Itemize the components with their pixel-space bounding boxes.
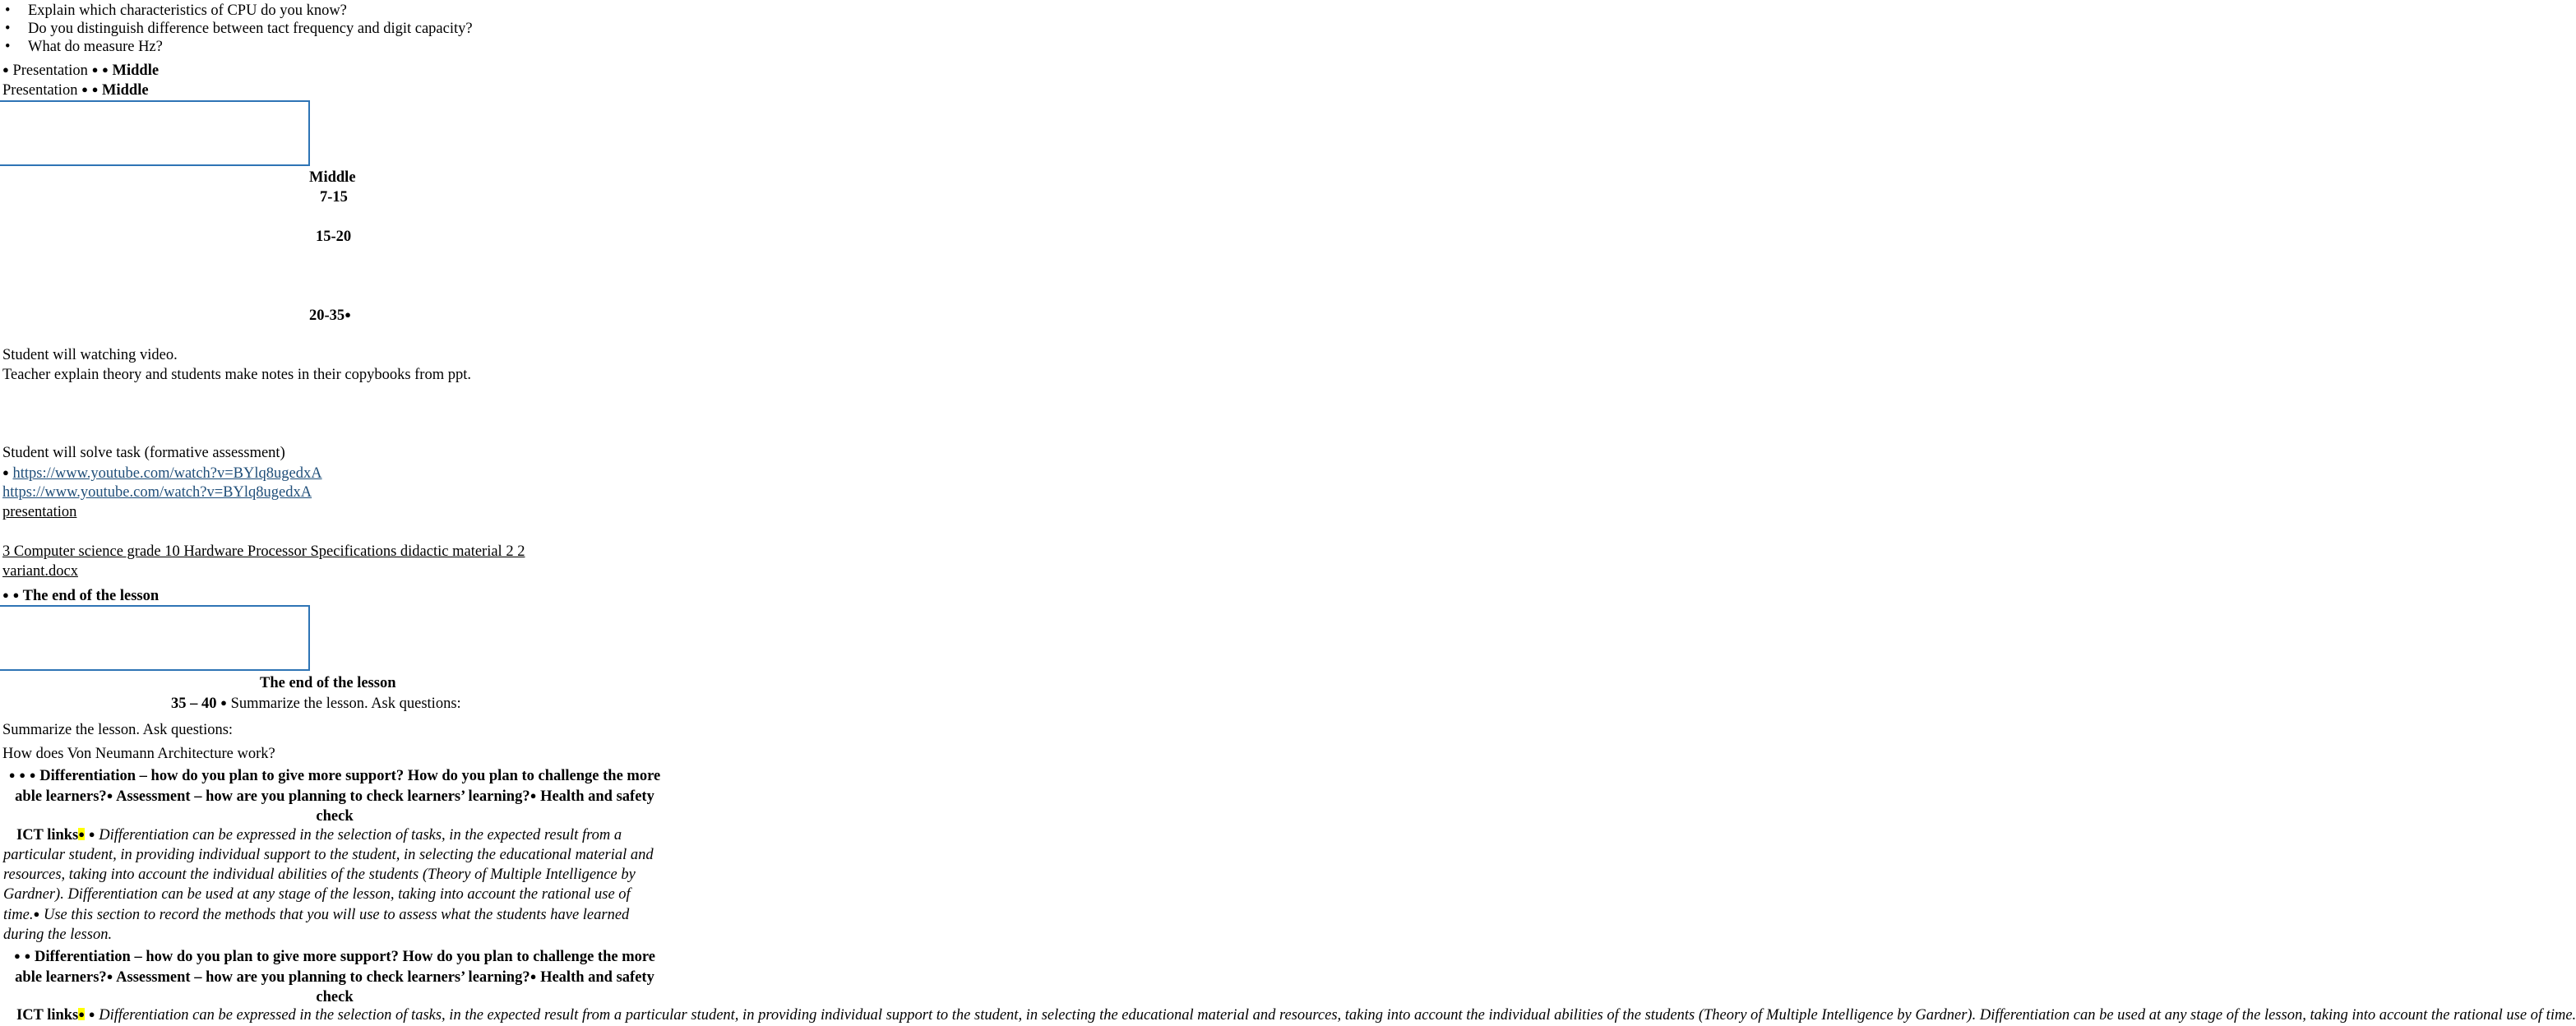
- bullet-icon: ●: [2, 63, 9, 76]
- bullet-icon: ●: [29, 769, 36, 781]
- bullet-icon: ●: [102, 63, 109, 76]
- activity-text: Teacher explain theory and students make notes in their copybooks from ppt.: [2, 367, 471, 383]
- stage-label-row: ● Presentation ● ● Middle: [2, 62, 160, 79]
- bullet-icon: ●: [91, 83, 99, 95]
- bullet-icon: ●: [19, 769, 26, 781]
- bullet-icon: ●: [106, 970, 113, 982]
- bullet-icon: •: [5, 21, 11, 37]
- bullet-icon: ●: [220, 696, 227, 709]
- stage-label-row: ● ● The end of the lesson: [2, 588, 160, 604]
- bullet-icon: ●: [2, 589, 9, 601]
- bullet-icon: ●: [530, 789, 537, 802]
- video-link[interactable]: https://www.youtube.com/watch?v=BYlq8ugedxA: [12, 465, 322, 482]
- question-item: • Do you distinguish difference between tact frequency and digit capacity?: [5, 21, 473, 37]
- footer-paragraph: ICT links● ● Differentiation can be expressed in the selection of tasks, in the expected result from a particular student, in providing individual support to the student, in selecting the educational material and resources, taking into account the individual abilities of the students (Theory of Multiple Intelligence by Gardner). Differentiation can be used at any stage of the lesson, taking into account the rational use of time.● Use this section to record the methods that you will use to assess what the students have learned during the lesson.: [3, 827, 654, 943]
- didactic-material-link[interactable]: variant.docx: [2, 563, 78, 580]
- text-frame-box: [0, 605, 310, 671]
- footer-headings: ● ● ● Differentiation – how do you plan to give more support? How do you plan to challenge the more able learners?● Assessment – how are you planning to check learners’ learning?● Health and safety check: [8, 768, 661, 825]
- bullet-icon: ●: [24, 950, 31, 962]
- bullet-icon: ●: [78, 828, 86, 840]
- bullet-icon: ●: [78, 1008, 86, 1020]
- bullet-icon: ●: [81, 83, 88, 95]
- stage-label-row: Presentation ● ● Middle: [2, 82, 149, 99]
- bullet-icon: ●: [106, 789, 113, 802]
- activity-text: Student will watching video.: [2, 347, 178, 363]
- bullet-icon: ●: [530, 970, 537, 982]
- presentation-link[interactable]: presentation: [2, 504, 77, 520]
- time-range: 15-20: [316, 229, 352, 245]
- activity-text: Student will solve task (formative assessment): [2, 445, 285, 461]
- bullet-icon: •: [5, 39, 11, 55]
- stage-title-middle: Middle: [309, 169, 356, 186]
- didactic-material-link[interactable]: 3 Computer science grade 10 Hardware Processor Specifications didactic material 2 2: [2, 543, 525, 560]
- bullet-icon: ●: [345, 308, 352, 321]
- resource-row: [2, 464, 322, 483]
- time-range-row: 35 – 40 ● Summarize the lesson. Ask questions:: [171, 696, 461, 712]
- bullet-icon: ●: [91, 63, 99, 76]
- bullet-icon: ●: [88, 828, 95, 840]
- text-frame-box: [0, 100, 310, 166]
- question-item: • What do measure Hz?: [5, 39, 163, 55]
- time-range: 7-15: [320, 189, 348, 206]
- bullet-icon: ●: [12, 589, 20, 601]
- time-range: 20-35●: [309, 307, 352, 324]
- footer-headings: ● ● Differentiation – how do you plan to give more support? How do you plan to challenge the more able learners?● Assessment – how are you planning to check learners’ learning?● Health and safety check: [14, 949, 655, 1005]
- activity-text: Summarize the lesson. Ask questions:: [2, 722, 234, 738]
- bullet-icon: •: [5, 2, 11, 19]
- footer-paragraph: ICT links● ● Differentiation can be expressed in the selection of tasks, in the expected result from a particular student, in providing individual support to the student, in selecting the educational material and resources, taking into account the individual abilities of the students (Theory of Multiple Intelligence by Gardner). Differentiation can be used at any stage of the lesson, taking into account the rational use of time.: [16, 1007, 2576, 1024]
- bullet-icon: ●: [33, 908, 40, 920]
- bullet-icon: ●: [2, 466, 9, 478]
- stage-title-end: The end of the lesson: [260, 675, 396, 691]
- bullet-icon: ●: [88, 1008, 95, 1020]
- bullet-icon: ●: [8, 769, 16, 781]
- activity-text: How does Von Neumann Architecture work?: [2, 746, 275, 762]
- question-item: • Explain which characteristics of CPU do you know?: [5, 2, 347, 19]
- video-link[interactable]: https://www.youtube.com/watch?v=BYlq8ugedxA: [2, 484, 312, 501]
- resource-row: [2, 483, 312, 501]
- bullet-icon: ●: [14, 950, 21, 962]
